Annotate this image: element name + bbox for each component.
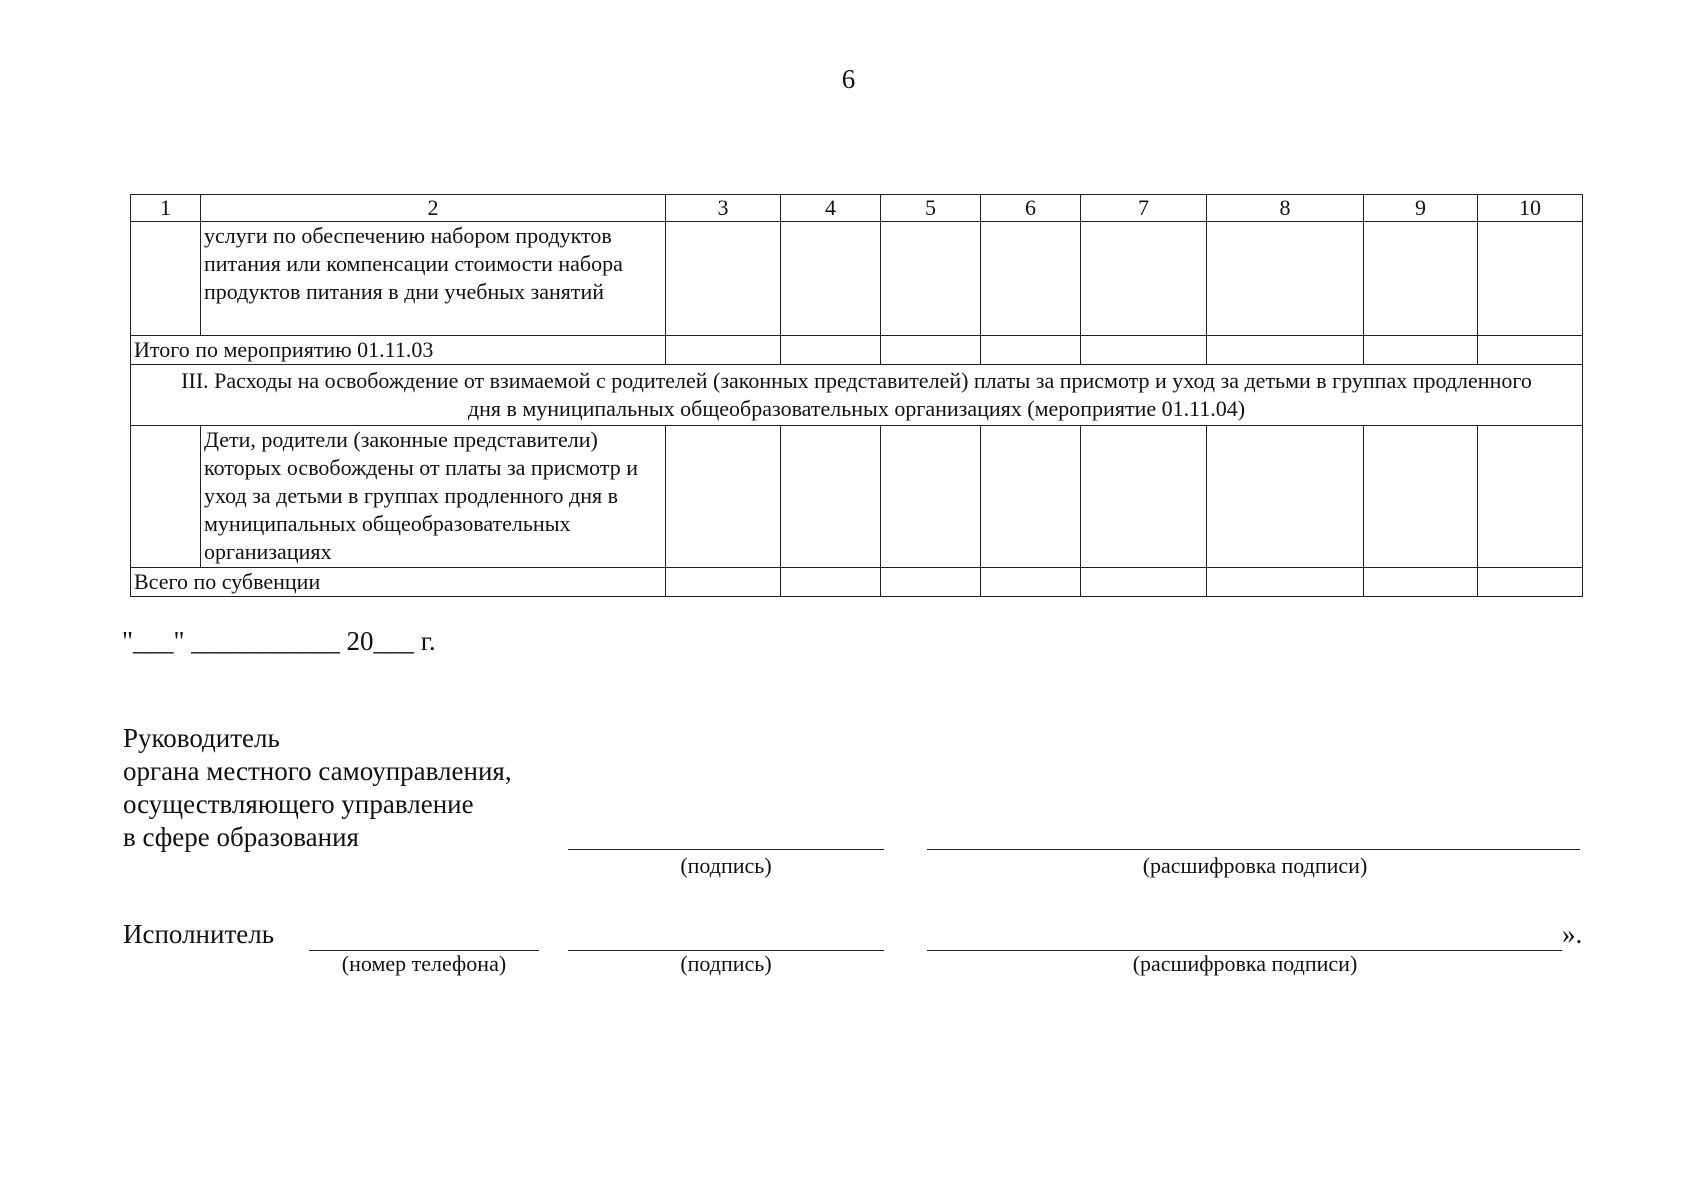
table-cell (781, 336, 881, 365)
head-signature-line (568, 849, 884, 850)
table-cell (981, 222, 1081, 336)
table-section-row (131, 365, 1583, 426)
table-cell (1478, 222, 1583, 336)
table-cell (666, 568, 781, 597)
column-header: 9 (1364, 195, 1478, 222)
row-label-total-subvention: Всего по субвенции (131, 568, 666, 597)
table-cell (1364, 568, 1478, 597)
column-header: 3 (666, 195, 781, 222)
executor-phone-caption: (номер телефона) (341, 951, 507, 976)
table-cell (1081, 336, 1207, 365)
table-cell (1207, 336, 1364, 365)
table-cell (666, 336, 781, 365)
table-cell (1364, 336, 1478, 365)
column-header: 6 (981, 195, 1081, 222)
head-decoding-line (927, 849, 1580, 850)
report-table (130, 194, 1583, 597)
section-title: III. Расходы на освобождение от взимаемой с родителей (законных представителей) платы за присмотр и уход за детьми в группах продленного дня в муниципальных общеобразовательных организациях (мероприятие 01.11.04) (131, 365, 1583, 426)
table-cell (781, 568, 881, 597)
table-cell (881, 336, 981, 365)
executor-label: Исполнитель (123, 919, 275, 949)
table-cell (881, 568, 981, 597)
head-label-line: Руководитель (123, 723, 280, 753)
table-cell (981, 426, 1081, 568)
table-cell (131, 222, 201, 336)
executor-signature-caption: (подпись) (680, 951, 772, 976)
table-cell (666, 426, 781, 568)
table-cell (666, 222, 781, 336)
table-cell (1081, 426, 1207, 568)
table-cell (131, 426, 201, 568)
column-header: 8 (1207, 195, 1364, 222)
column-header: 7 (1081, 195, 1207, 222)
head-label-line: в сфере образования (123, 822, 359, 852)
head-official-label (123, 722, 512, 854)
head-signature-caption: (подпись) (680, 853, 772, 878)
table-cell (1478, 336, 1583, 365)
table-cell (1478, 426, 1583, 568)
table-header-row (131, 195, 1583, 222)
table-cell (1081, 568, 1207, 597)
table-cell (1478, 568, 1583, 597)
row-label-services: услуги по обеспечению набором продуктов питания или компенсации стоимости набора продуктов питания в дни учебных занятий (201, 222, 666, 336)
head-decoding-caption: (расшифровка подписи) (1142, 853, 1368, 878)
page-number: 6 (841, 64, 856, 94)
table-row (131, 222, 1583, 336)
table-cell (1207, 568, 1364, 597)
table-cell (1207, 426, 1364, 568)
table-cell (1364, 426, 1478, 568)
table-cell (1364, 222, 1478, 336)
head-label-line: органа местного самоуправления, (123, 756, 512, 786)
table-row (131, 568, 1583, 597)
table-cell (1207, 222, 1364, 336)
row-label-total-measure: Итого по мероприятию 01.11.03 (131, 336, 666, 365)
column-header: 4 (781, 195, 881, 222)
column-header: 5 (881, 195, 981, 222)
table-cell (781, 222, 881, 336)
executor-decoding-caption: (расшифровка подписи) (1132, 951, 1358, 976)
head-label-line: осуществляющего управление (123, 789, 474, 819)
column-header: 2 (201, 195, 666, 222)
table-cell (881, 426, 981, 568)
table-cell (981, 336, 1081, 365)
table-row (131, 336, 1583, 365)
table-cell (881, 222, 981, 336)
table-cell (981, 568, 1081, 597)
table-cell (1081, 222, 1207, 336)
row-label-children: Дети, родители (законные представители) которых освобождены от платы за присмотр и уход за детьми в группах продленного дня в муниципальных общеобразовательных организациях (201, 426, 666, 568)
closing-quote: ». (1562, 919, 1583, 949)
column-header: 1 (131, 195, 201, 222)
date-line: "___" ___________ 20___ г. (122, 626, 436, 656)
column-header: 10 (1478, 195, 1583, 222)
table-row (131, 426, 1583, 568)
table-cell (781, 426, 881, 568)
